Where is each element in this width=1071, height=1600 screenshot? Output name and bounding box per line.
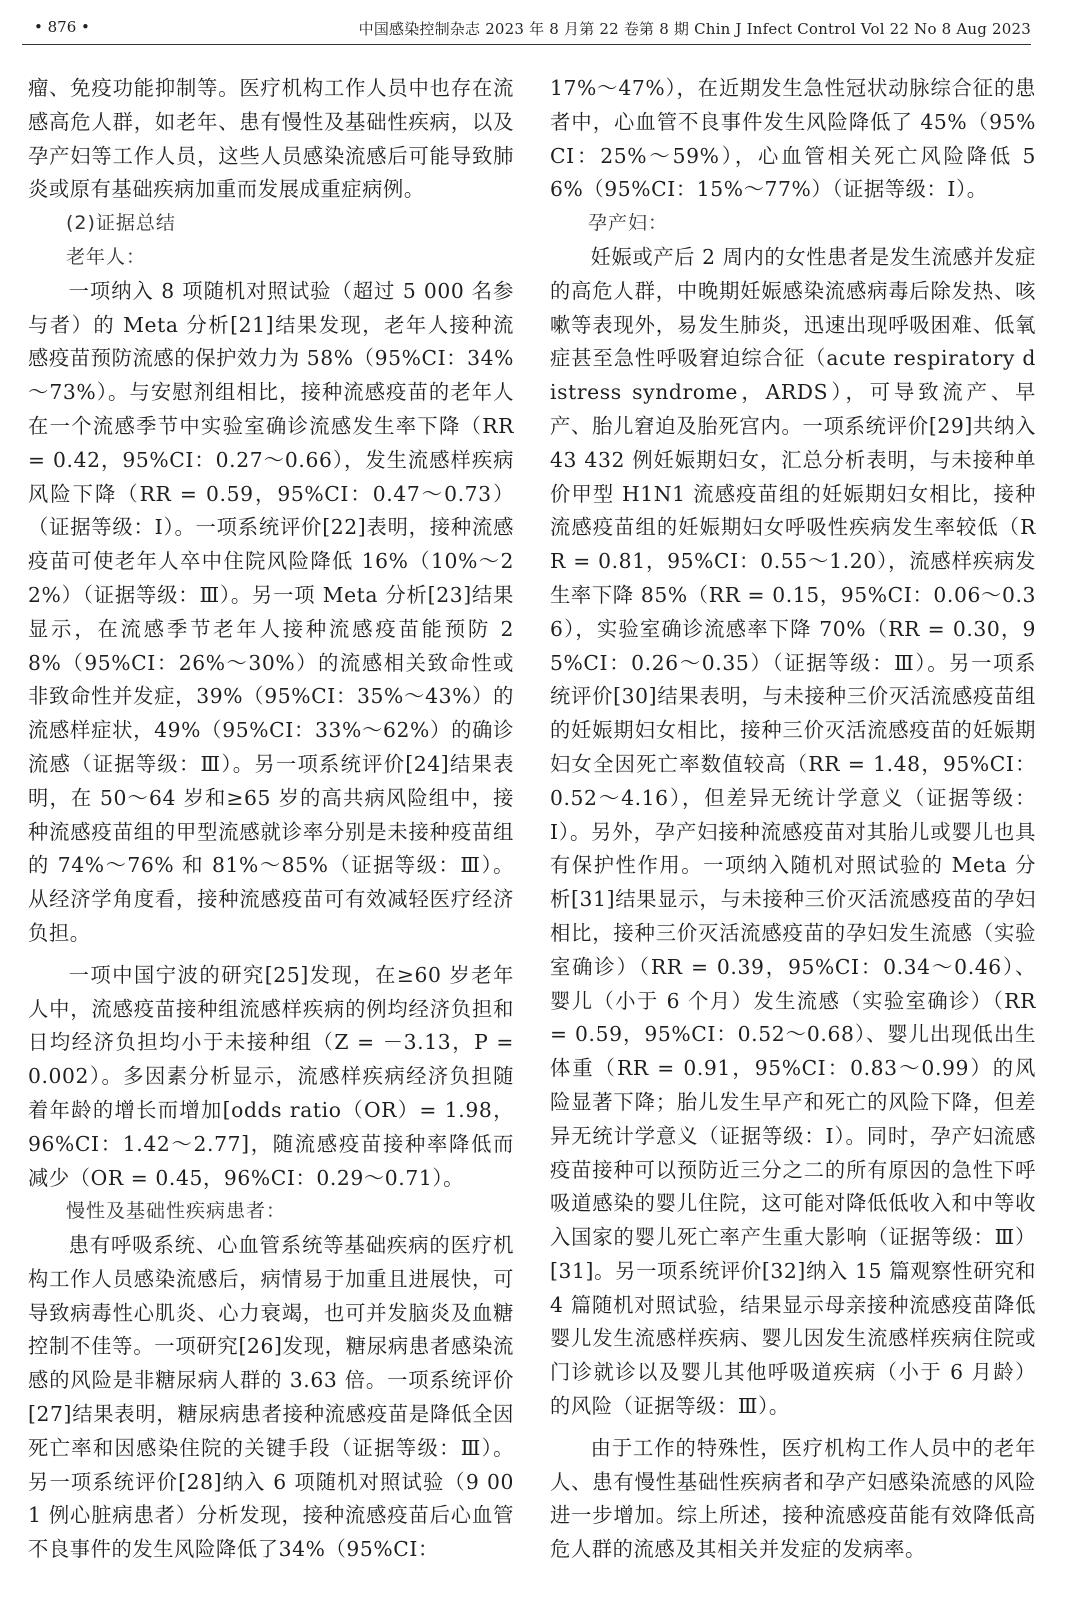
section-subheading: 孕产妇： [588,212,669,235]
body-paragraph: 瘤、免疫功能抑制等。医疗机构工作人员中也存在流感高危人群，如老年、患有慢性及基础性疾病，以及孕产妇等工作人员，这些人员感染流感后可能导致肺炎或原有基础疾病加重而发展成重症病例。 [28,76,514,202]
body-paragraph: 一项纳入 8 项随机对照试验（超过 5 000 名参与者）的 Meta 分析[21]结果发现，老年人接种流感疫苗预防流感的保护效力为 58%（95%CI：34%～73%）。与安慰剂组相比，接种流感疫苗的老年人在一个流感季节中实验室确诊流感发生率下降（RR = 0.42，95%CI：0.27～0.66），发生流感样疾病风险下降（RR = 0.59，95%CI：0.47～0.73）（证据等级：Ⅰ）。一项系统评价[22]表明，接种流感疫苗可使老年人卒中住院风险降低 16%（10%～22%）（证据等级：Ⅲ）。另一项 Meta 分析[23]结果显示，在流感季节老年人接种流感疫苗能预防 28%（95%CI：26%～30%）的流感相关致命性或非致命性并发症，39%（95%CI：35%～43%）的流感样症状，49%（95%CI：33%～62%）的确诊流感（证据等级：Ⅲ）。另一项系统评价[24]结果表明，在 50～64 岁和≥65 岁的高共病风险组中，接种流感疫苗组的甲型流感就诊率分别是未接种疫苗组的 74%～76% 和 81%～85%（证据等级：Ⅲ）。从经济学角度看，接种流感疫苗可有效减轻医疗经济负担。 [28,278,514,945]
body-paragraph: 由于工作的特殊性，医疗机构工作人员中的老年人、患有慢性基础性疾病者和孕产妇感染流感的风险进一步增加。综上所述，接种流感疫苗能有效降低高危人群的流感及其相关并发症的发病率。 [550,1435,1036,1562]
page-header [22,18,1031,44]
header-rule [22,44,1031,45]
left-column [28,72,514,1567]
section-subheading: (2)证据总结 [66,212,176,235]
body-paragraph: 妊娠或产后 2 周内的女性患者是发生流感并发症的高危人群，中晚期妊娠感染流感病毒后除发热、咳嗽等表现外，易发生肺炎，迅速出现呼吸困难、低氧症甚至急性呼吸窘迫综合征（acute respiratory distress syndrome，ARDS），可导致流产、早产、胎儿窘迫及胎死宫内。一项系统评价[29]共纳入 43 432 例妊娠期妇女，汇总分析表明，与未接种单价甲型 H1N1 流感疫苗组的妊娠期妇女相比，接种流感疫苗组的妊娠期妇女呼吸性疾病发生率较低（RR = 0.81，95%CI：0.55～1.20），流感样疾病发生率下降 85%（RR = 0.15，95%CI：0.06～0.36），实验室确诊流感率下降 70%（RR = 0.30，95%CI：0.26～0.35）（证据等级：Ⅲ）。另一项系统评价[30]结果表明，与未接种三价灭活流感疫苗组的妊娠期妇女相比，接种三价灭活流感疫苗的妊娠期妇女全因死亡率数值较高（RR = 1.48，95%CI：0.52～4.16），但差异无统计学意义（证据等级：Ⅰ）。另外，孕产妇接种流感疫苗对其胎儿或婴儿也具有保护性作用。一项纳入随机对照试验的 Meta 分析[31]结果显示，与未接种三价灭活流感疫苗的孕妇相比，接种三价灭活流感疫苗的孕妇发生流感（实验室确诊）（RR = 0.39，95%CI：0.34～0.46）、婴儿（小于 6 个月）发生流感（实验室确诊）（RR = 0.59，95%CI：0.52～0.68）、婴儿出现低出生体重（RR = 0.91，95%CI：0.83～0.99）的风险显著下降；胎儿发生早产和死亡的风险下降，但差异无统计学意义（证据等级：Ⅰ）。同时，孕产妇流感疫苗接种可以预防近三分之二的所有原因的急性下呼吸道感染的婴儿住院，这可能对降低低收入和中等收入国家的婴儿死亡率产生重大影响（证据等级：Ⅲ）[31]。另一项系统评价[32]纳入 15 篇观察性研究和 4 篇随机对照试验，结果显示母亲接种流感疫苗降低婴儿发生流感样疾病、婴儿因发生流感样疾病住院或门诊就诊以及婴儿其他呼吸道疾病（小于 6 月龄）的风险（证据等级：Ⅲ）。 [550,244,1036,1419]
section-subheading: 老年人： [66,245,147,268]
body-paragraph: 17%～47%），在近期发生急性冠状动脉综合征的患者中，心血管不良事件发生风险降低了 45%（95%CI：25%～59%），心血管相关死亡风险降低 56%（95%CI：15%～77%）（证据等级：Ⅰ）。 [550,76,1036,202]
page-number: • 876 • [34,18,90,36]
body-paragraph: 患有呼吸系统、心血管系统等基础疾病的医疗机构工作人员感染流感后，病情易于加重且进展快，可导致病毒性心肌炎、心力衰竭，也可并发脑炎及血糖控制不佳等。一项研究[26]发现，糖尿病患者感染流感的风险是非糖尿病人群的 3.63 倍。一项系统评价[27]结果表明，糖尿病患者接种流感疫苗是降低全因死亡率和因感染住院的关键手段（证据等级：Ⅲ）。另一项系统评价[28]纳入 6 项随机对照试验（9 001 例心脏病患者）分析发现，接种流感疫苗后心血管不良事件的发生风险降低了34%（95%CI： [28,1233,514,1562]
section-subheading: 慢性及基础性疾病患者： [66,1200,287,1223]
journal-info: 中国感染控制杂志 2023 年 8 月第 22 卷第 8 期 Chin J Infect Control Vol 22 No 8 Aug 2023 [358,20,1031,38]
body-paragraph: 一项中国宁波的研究[25]发现，在≥60 岁老年人中，流感疫苗接种组流感样疾病的例均经济负担和日均经济负担均小于未接种组（Z = －3.13，P = 0.002）。多因素分析显示，流感样疾病经济负担随着年龄的增长而增加[odds ratio（OR）= 1.98，96%CI：1.42～2.77]，随流感疫苗接种率降低而减少（OR = 0.45，96%CI：0.29～0.71）。 [28,962,514,1190]
right-column [550,72,1036,1567]
